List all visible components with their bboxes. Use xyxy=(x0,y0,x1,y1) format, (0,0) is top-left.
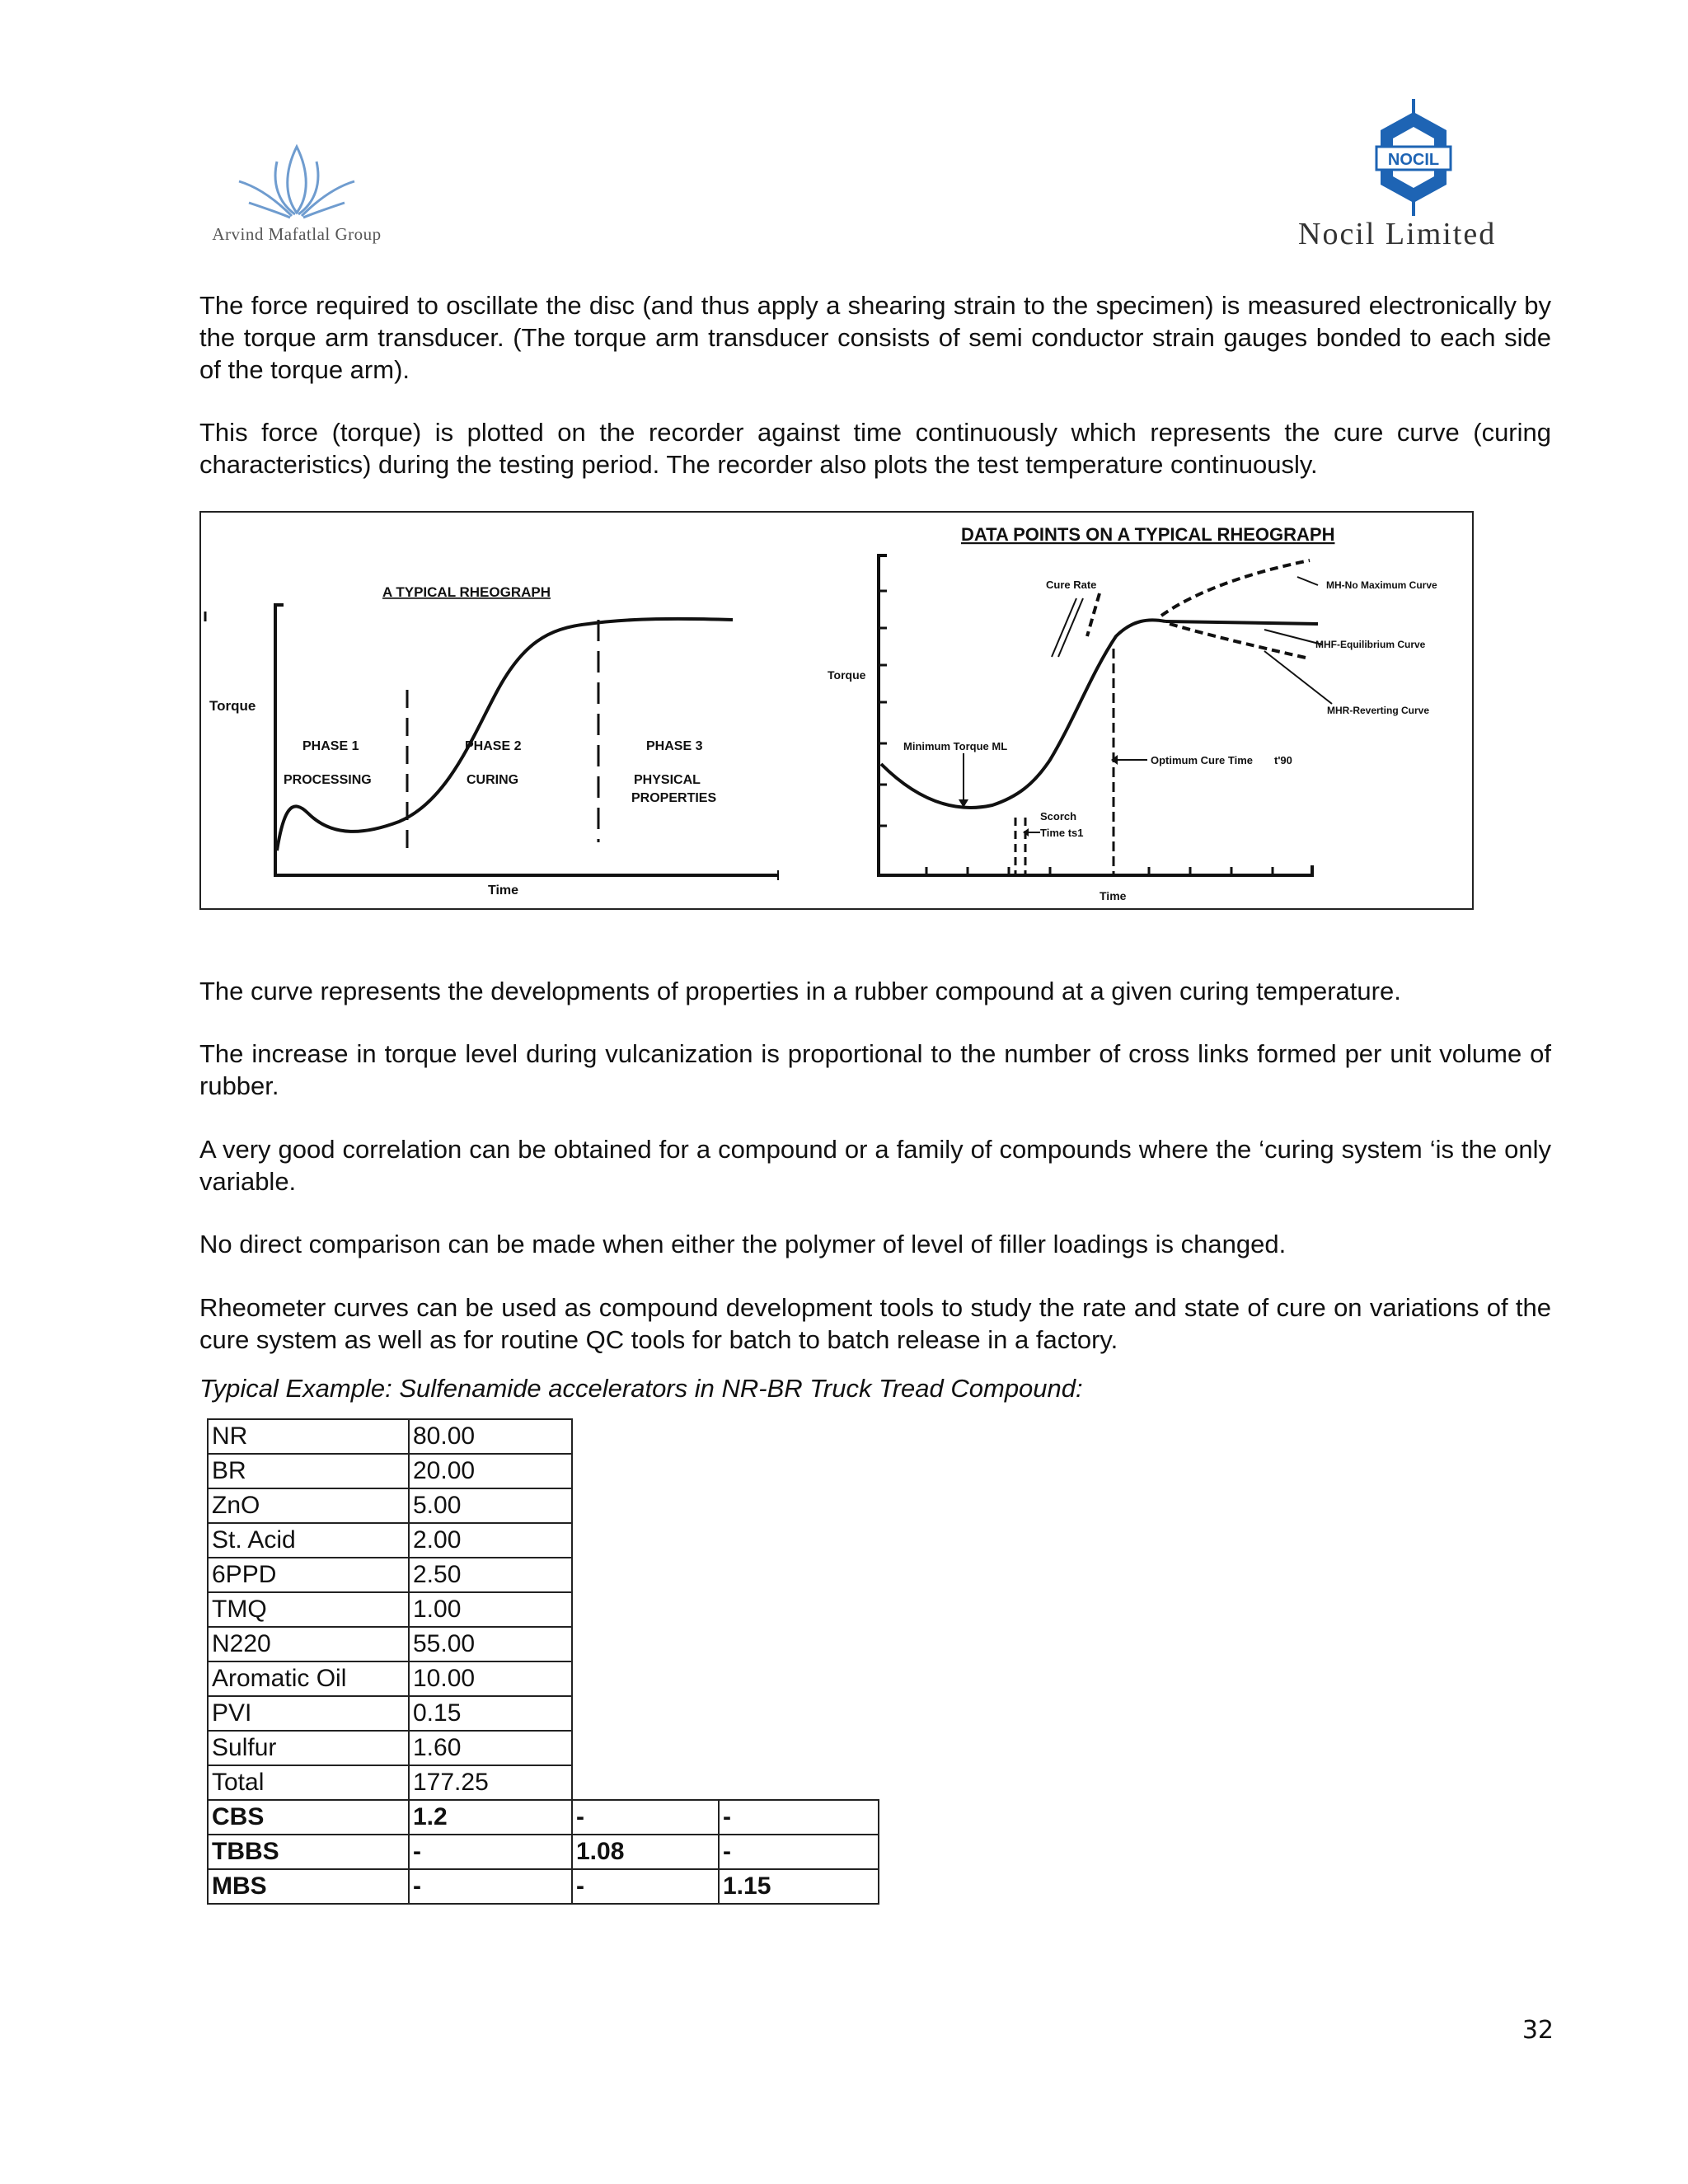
table-row xyxy=(208,1523,879,1558)
accelerator-dose-3: - xyxy=(719,1835,879,1869)
empty-cell xyxy=(719,1627,879,1661)
accelerator-dose-3: 1.15 xyxy=(719,1869,879,1904)
accelerator-dose-3: - xyxy=(719,1800,879,1835)
ingredient-name: Total xyxy=(208,1765,409,1800)
empty-cell xyxy=(719,1558,879,1592)
paragraph-1: The force required to oscillate the disc (and thus apply a shearing strain to the specimen) is measured electronically by the torque arm transducer. (The torque arm transducer consists of semi conductor strain gauges bonded to each side of the torque arm). xyxy=(199,291,1551,384)
ingredient-name: N220 xyxy=(208,1627,409,1661)
mhf-equilibrium-label: MHF-Equilibrium Curve xyxy=(1315,639,1426,650)
ingredient-value: 80.00 xyxy=(409,1419,572,1454)
mhr-reverting-label: MHR-Reverting Curve xyxy=(1327,705,1430,716)
paragraph-7: Rheometer curves can be used as compound development tools to study the rate and state of cure on variations of the cure system as well as for routine QC tools for batch to batch release in a factory. xyxy=(199,1293,1551,1354)
table-row xyxy=(208,1765,879,1800)
table-row xyxy=(208,1419,879,1454)
empty-cell xyxy=(572,1523,719,1558)
right-xlabel: Time xyxy=(1100,889,1127,902)
paragraph-4: The increase in torque level during vulcanization is proportional to the number of cross links formed per unit volume of rubber. xyxy=(199,1039,1551,1100)
empty-cell xyxy=(719,1765,879,1800)
empty-cell xyxy=(719,1454,879,1488)
right-title: DATA POINTS ON A TYPICAL RHEOGRAPH xyxy=(961,524,1335,545)
ingredient-name: TMQ xyxy=(208,1592,409,1627)
empty-cell xyxy=(719,1696,879,1731)
empty-cell xyxy=(719,1488,879,1523)
phase3-sublabel: PHYSICAL xyxy=(634,773,701,787)
phase2-sublabel: CURING xyxy=(467,773,519,787)
phase1-label: PHASE 1 xyxy=(302,739,359,753)
mh-no-max-label: MH-No Maximum Curve xyxy=(1326,579,1437,591)
paragraph-3: The curve represents the developments of properties in a rubber compound at a given curing temperature. xyxy=(199,977,1401,1005)
table-row xyxy=(208,1454,879,1488)
accelerator-dose-2: 1.08 xyxy=(572,1835,719,1869)
phase2-label: PHASE 2 xyxy=(465,739,522,753)
empty-cell xyxy=(572,1731,719,1765)
empty-cell xyxy=(572,1765,719,1800)
table-row xyxy=(208,1592,879,1627)
ingredient-value: 5.00 xyxy=(409,1488,572,1523)
data-points-rheograph xyxy=(828,524,1437,902)
empty-cell xyxy=(719,1523,879,1558)
scorch-label: Scorch xyxy=(1040,810,1077,823)
right-ylabel: Torque xyxy=(828,668,866,682)
min-torque-label: Minimum Torque ML xyxy=(903,740,1008,752)
table-row xyxy=(208,1488,879,1523)
rheograph-figure xyxy=(199,511,1474,910)
empty-cell xyxy=(572,1592,719,1627)
example-caption: Typical Example: Sulfenamide accelerators in NR-BR Truck Tread Compound: xyxy=(199,1374,1083,1403)
ingredient-value: 20.00 xyxy=(409,1454,572,1488)
ingredient-value: 177.25 xyxy=(409,1765,572,1800)
ingredient-name: NR xyxy=(208,1419,409,1454)
empty-cell xyxy=(572,1558,719,1592)
accelerator-name: TBBS xyxy=(208,1835,409,1869)
accelerator-name: MBS xyxy=(208,1869,409,1904)
group-name: Arvind Mafatlal Group xyxy=(212,224,382,244)
table-row xyxy=(208,1696,879,1731)
accelerator-dose-1: - xyxy=(409,1835,572,1869)
left-title: A TYPICAL RHEOGRAPH xyxy=(382,584,551,600)
empty-cell xyxy=(719,1419,879,1454)
empty-cell xyxy=(572,1696,719,1731)
left-ylabel: Torque xyxy=(209,698,256,714)
paragraph-6: No direct comparison can be made when either the polymer of level of filler loadings is changed. xyxy=(199,1230,1287,1258)
left-xlabel: Time xyxy=(488,883,519,898)
accelerator-dose-2: - xyxy=(572,1800,719,1835)
phase3-sublabel-2: PROPERTIES xyxy=(631,791,717,805)
accelerator-row xyxy=(208,1835,879,1869)
cure-rate-label: Cure Rate xyxy=(1046,579,1097,591)
ingredient-name: ZnO xyxy=(208,1488,409,1523)
ingredient-name: Sulfur xyxy=(208,1731,409,1765)
empty-cell xyxy=(572,1488,719,1523)
paragraph-2: This force (torque) is plotted on the recorder against time continuously which represents the cure curve (curing characteristics) during the testing period. The recorder also plots the test temperature continuously. xyxy=(199,418,1551,479)
page-number: 32 xyxy=(1522,2016,1554,2045)
optimum-cure-label: Optimum Cure Time xyxy=(1151,754,1254,766)
ingredient-name: 6PPD xyxy=(208,1558,409,1592)
ingredient-value: 2.00 xyxy=(409,1523,572,1558)
empty-cell xyxy=(572,1419,719,1454)
ingredient-value: 1.60 xyxy=(409,1731,572,1765)
t90-label: t'90 xyxy=(1274,754,1292,766)
ingredient-value: 2.50 xyxy=(409,1558,572,1592)
accelerator-dose-2: - xyxy=(572,1869,719,1904)
hexagon-logo-icon xyxy=(1368,99,1459,216)
formulation-table xyxy=(207,1418,879,1905)
empty-cell xyxy=(719,1592,879,1627)
nocil-emblem xyxy=(1368,99,1459,216)
ingredient-name: PVI xyxy=(208,1696,409,1731)
typical-rheograph xyxy=(205,584,778,898)
ingredient-value: 10.00 xyxy=(409,1661,572,1696)
rheograph-diagrams xyxy=(201,513,1475,912)
empty-cell xyxy=(719,1661,879,1696)
ingredient-value: 1.00 xyxy=(409,1592,572,1627)
table-row xyxy=(208,1731,879,1765)
ingredient-name: Aromatic Oil xyxy=(208,1661,409,1696)
lotus-icon xyxy=(198,138,396,229)
ingredient-value: 55.00 xyxy=(409,1627,572,1661)
accelerator-row xyxy=(208,1869,879,1904)
accelerator-dose-1: - xyxy=(409,1869,572,1904)
empty-cell xyxy=(572,1661,719,1696)
accelerator-row xyxy=(208,1800,879,1835)
accelerator-dose-1: 1.2 xyxy=(409,1800,572,1835)
phase3-label: PHASE 3 xyxy=(646,739,703,753)
empty-cell xyxy=(719,1731,879,1765)
nocil-badge-text: NOCIL xyxy=(1387,151,1440,169)
ingredient-value: 0.15 xyxy=(409,1696,572,1731)
empty-cell xyxy=(572,1454,719,1488)
table-row xyxy=(208,1627,879,1661)
table-row xyxy=(208,1558,879,1592)
company-name: Nocil Limited xyxy=(1298,217,1497,251)
empty-cell xyxy=(572,1627,719,1661)
ingredient-name: St. Acid xyxy=(208,1523,409,1558)
phase1-sublabel: PROCESSING xyxy=(284,773,372,787)
table-row xyxy=(208,1661,879,1696)
accelerator-name: CBS xyxy=(208,1800,409,1835)
paragraph-5: A very good correlation can be obtained for a compound or a family of compounds where the ‘curing system ‘is the only variable. xyxy=(199,1135,1551,1196)
ingredient-name: BR xyxy=(208,1454,409,1488)
scorch-time-label: Time ts1 xyxy=(1040,827,1084,839)
